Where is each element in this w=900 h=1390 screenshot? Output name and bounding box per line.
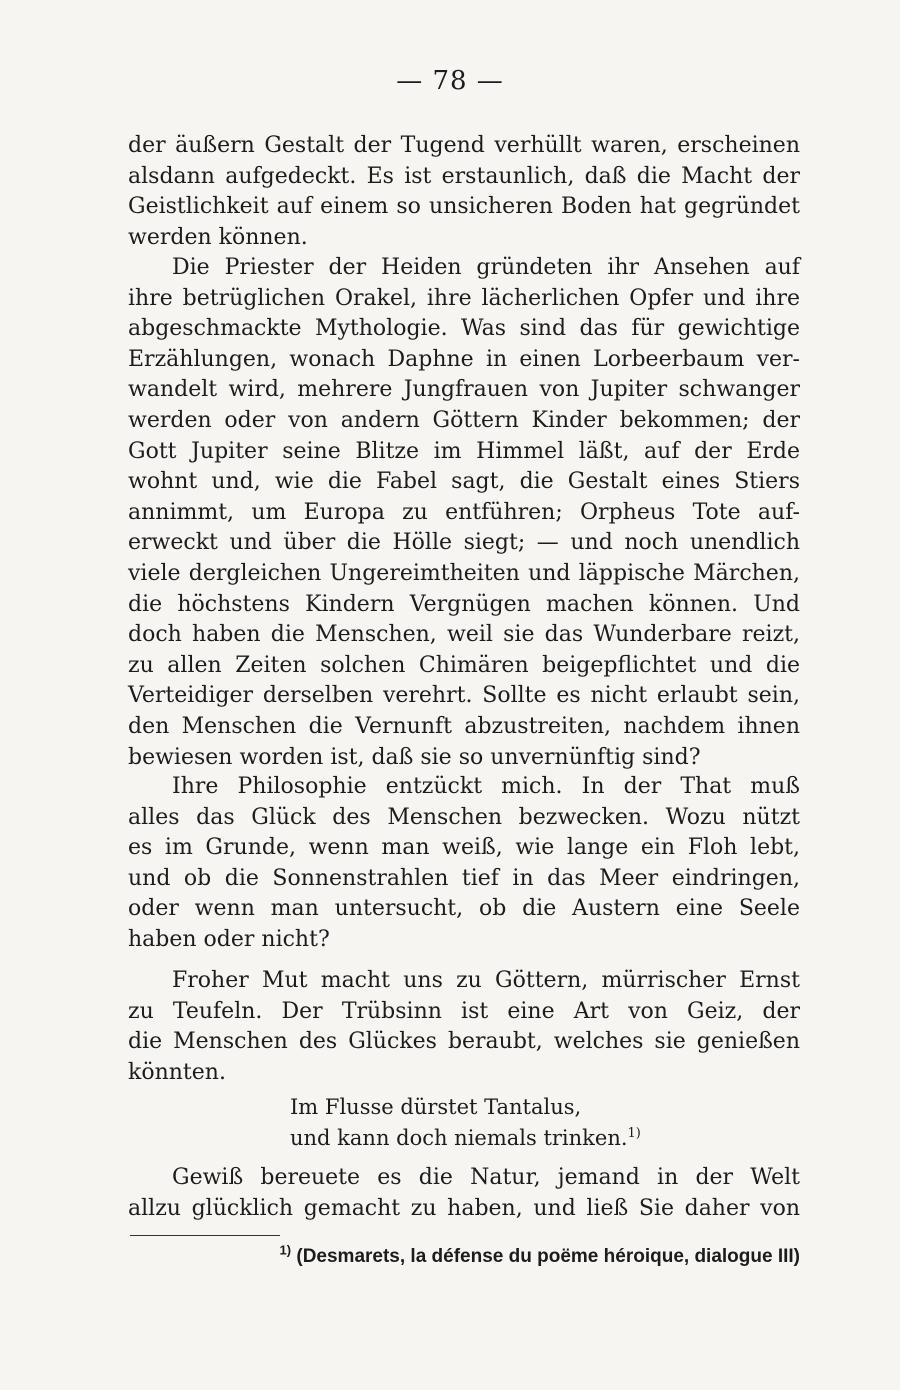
text-line: alsdann aufgedeckt. Es ist erstaunlich, daß die Macht der xyxy=(128,163,800,189)
text-line: es im Grunde, wenn man weiß, wie lange ein Floh lebt, xyxy=(128,835,800,861)
footnote xyxy=(0,1242,800,1268)
paragraph-4 xyxy=(128,966,800,1088)
text-line: werden können. xyxy=(128,224,308,250)
text-line: könnten. xyxy=(128,1059,226,1085)
text-line: haben oder nicht? xyxy=(128,926,330,952)
text-line: Gott Jupiter seine Blitze im Himmel läßt, auf der Erde xyxy=(128,438,800,464)
page-number: — 78 — xyxy=(396,66,504,96)
text-line: zu Teufeln. Der Trübsinn ist eine Art von Geiz, der xyxy=(128,998,800,1024)
text-line: Die Priester der Heiden gründeten ihr Ansehen auf xyxy=(172,255,800,280)
text-line: Gewiß bereuete es die Natur, jemand in der Welt xyxy=(172,1165,800,1190)
verse-line-text: und kann doch niemals trinken. xyxy=(290,1125,628,1150)
text-line: viele dergleichen Ungereimtheiten und läppische Märchen, xyxy=(128,560,800,586)
text-line: die Menschen des Glückes beraubt, welches sie genießen xyxy=(128,1029,800,1055)
text-line: allzu glücklich gemacht zu haben, und ließ Sie daher von xyxy=(128,1195,800,1221)
text-line: der äußern Gestalt der Tugend verhüllt waren, erscheinen xyxy=(128,133,800,158)
text-line: abgeschmackte Mythologie. Was sind das für gewichtige xyxy=(128,316,800,342)
text-line: doch haben die Menschen, weil sie das Wunderbare reizt, xyxy=(128,622,800,648)
text-line: die höchstens Kindern Vergnügen machen können. Und xyxy=(128,591,800,617)
text-line: oder wenn man untersucht, ob die Austern eine Seele xyxy=(128,896,800,922)
paragraph-3 xyxy=(128,772,800,956)
footnote-marker: 1) xyxy=(279,1242,292,1258)
paragraph-2 xyxy=(128,253,800,773)
text-line: Erzählungen, wonach Daphne in einen Lorbeerbaum ver- xyxy=(128,346,800,372)
verse-quote xyxy=(290,1092,710,1153)
text-line: erweckt und über die Hölle siegt; — und noch unendlich xyxy=(128,530,800,556)
text-line: bewiesen worden ist, daß sie so unvernünftig sind? xyxy=(128,744,701,770)
text-line: werden oder von andern Göttern Kinder bekommen; der xyxy=(128,407,800,433)
text-line: alles das Glück des Menschen bezwecken. Wozu nützt xyxy=(128,804,800,830)
text-line: wandelt wird, mehrere Jungfrauen von Jupiter schwanger xyxy=(128,377,800,403)
text-line: den Menschen die Vernunft abzustreiten, nachdem ihnen xyxy=(128,713,800,739)
text-line: Geistlichkeit auf einem so unsicheren Boden hat gegründet xyxy=(128,194,800,220)
text-line: wohnt und, wie die Fabel sagt, die Gestalt eines Stiers xyxy=(128,469,800,495)
text-line: und ob die Sonnenstrahlen tief in das Meer eindringen, xyxy=(128,865,800,891)
text-line: Froher Mut macht uns zu Göttern, mürrischer Ernst xyxy=(172,968,800,993)
paragraph-1 xyxy=(128,131,800,253)
footnote-divider xyxy=(130,1235,280,1236)
text-line: zu allen Zeiten solchen Chimären beigepflichtet und die xyxy=(128,652,800,678)
text-line: annimmt, um Europa zu entführen; Orpheus Tote auf- xyxy=(128,499,800,525)
verse-line: Im Flusse dürstet Tantalus, xyxy=(290,1095,582,1119)
footnote-reference: 1) xyxy=(627,1125,641,1141)
verse-line xyxy=(290,1123,710,1154)
footnote-text: (Desmarets, la défense du poëme héroique, dialogue III) xyxy=(296,1246,800,1267)
text-line: ihre betrüglichen Orakel, ihre lächerlichen Opfer und ihre xyxy=(128,285,800,311)
text-line: Verteidiger derselben verehrt. Sollte es nicht erlaubt sein, xyxy=(128,683,800,709)
text-line: Ihre Philosophie entzückt mich. In der That muß xyxy=(172,774,800,799)
paragraph-5 xyxy=(128,1163,800,1224)
